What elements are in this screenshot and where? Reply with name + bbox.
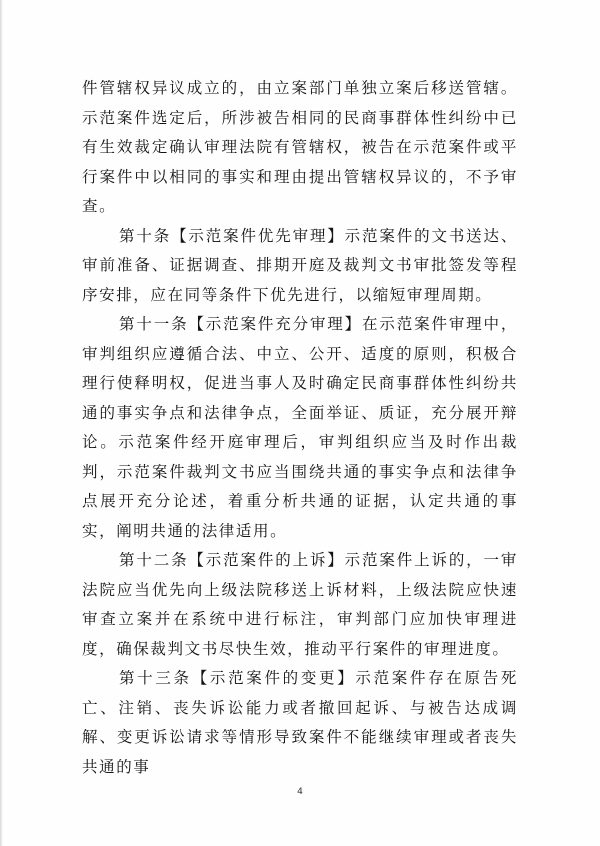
- paragraph-continuation: 件管辖权异议成立的，由立案部门单独立案后移送管辖。示范案件选定后，所涉被告相同的民商事群体性纠纷中已有生效裁定确认审理法院有管辖权，被告在示范案件或平行案件中以相同的事实和理由提出管辖权异议的，不予审查。: [82, 79, 518, 215]
- scan-edge-shadow: [0, 0, 3, 846]
- paragraph-article-13: 第十三条【示范案件的变更】示范案件存在原告死亡、注销、丧失诉讼能力或者撤回起诉、与被告达成调解、变更诉讼请求等情形导致案件不能继续审理或者丧失共通的事: [82, 669, 518, 776]
- paragraph-article-10: 第十条【示范案件优先审理】示范案件的文书送达、审前准备、证据调查、排期开庭及裁判文书审批签发等程序安排，应在同等条件下优先进行，以缩短审理周期。: [82, 226, 518, 304]
- paragraph-article-11: 第十一条【示范案件充分审理】在示范案件审理中，审判组织应遵循合法、中立、公开、适度的原则，积极合理行使释明权，促进当事人及时确定民商事群体性纠纷共通的事实争点和法律争点，全面举证、质证，充分展开辩论。示范案件经开庭审理后，审判组织应当及时作出裁判，示范案件裁判文书应当围绕共通的事实争点和法律争点展开充分论述，着重分析共通的证据，认定共通的事实，阐明共通的法律适用。: [82, 315, 518, 540]
- page-number: 4: [297, 787, 303, 797]
- paragraph-article-12: 第十二条【示范案件的上诉】示范案件上诉的，一审法院应当优先向上级法院移送上诉材料，上级法院应快速审查立案并在系统中进行标注，审判部门应加快审理进度，确保裁判文书尽快生效，推动平行案件的审理进度。: [82, 551, 518, 658]
- document-body: [82, 74, 518, 782]
